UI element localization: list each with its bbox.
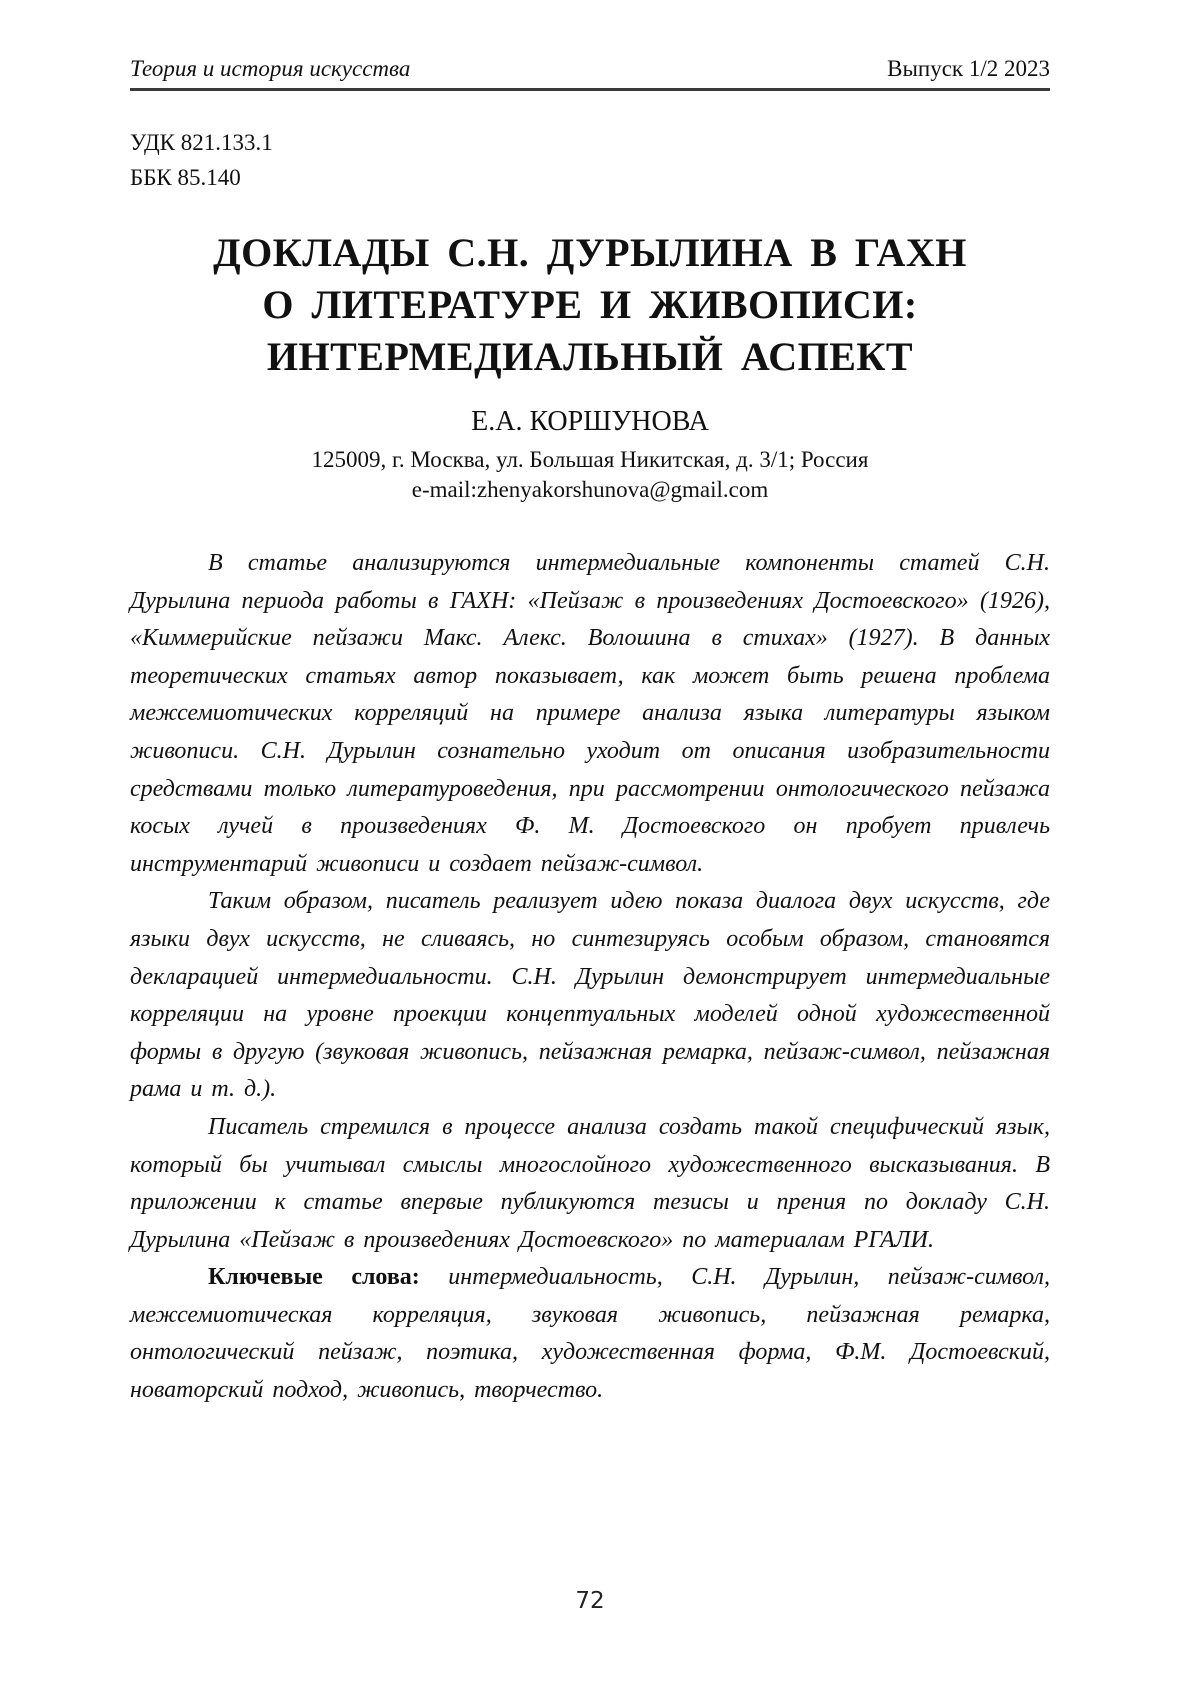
page-number: 72: [575, 1588, 605, 1614]
bbk-code: ББК 85.140: [130, 165, 241, 190]
abstract: [130, 545, 1050, 1410]
author-name: Е.А. КОРШУНОВА: [471, 406, 709, 437]
article-title: ДОКЛАДЫ С.Н. ДУРЫЛИНА В ГАХН О ЛИТЕРАТУРЕ И ЖИВОПИСИ: ИНТЕРМЕДИАЛЬНЫЙ АСПЕКТ: [213, 230, 967, 379]
running-header-issue: Выпуск 1/2 2023: [887, 56, 1050, 81]
abstract-paragraph-2: Таким образом, писатель реализует идею показа диалога двух искусств, где языки двух искусств, не сливаясь, но синтезируясь особым образом, становятся декларацией интермедиальности. С.Н. Дурылин демонстрирует интермедиальные корреляции на уровне проекции концептуальных моделей одной художественной формы в другую (звуковая живопись, пейзажная ремарка, пейзаж-символ, пейзажная рама и т. д.).: [130, 888, 1050, 1103]
running-header-section-title: Теория и история искусства: [130, 56, 411, 81]
author-email: e-mail:zhenyakorshunova@gmail.com: [411, 477, 769, 502]
udc-code: УДК 821.133.1: [130, 130, 273, 155]
abstract-paragraph-1: В статье анализируются интермедиальные компоненты статей С.Н. Дурылина периода работы в ГАХН: «Пейзаж в произведениях Достоевского» (1926), «Киммерийские пейзажи Макс. Алекс. Волошина в стихах» (1927). В данных теоретических статьях автор показывает, как может быть решена проблема межсемиотических корреляций на примере анализа языка литературы языком живописи. С.Н. Дурылин сознательно уходит от описания изобразительности средствами только литературоведения, при рассмотрении онтологического пейзажа косых лучей в произведениях Ф. М. Достоевского он пробует привлечь инструментарий живописи и создает пейзаж-символ.: [130, 550, 1050, 877]
running-header: [130, 56, 1050, 82]
keywords-text: интермедиальность, С.Н. Дурылин, пейзаж-символ, межсемиотическая корреляция, звуковая живопись, пейзажная ремарка, онтологический пейзаж, поэтика, художественная форма, Ф.М. Достоевский, новаторский подход, живопись, творчество.: [130, 1264, 1051, 1404]
author-address: 125009, г. Москва, ул. Большая Никитская, д. 3/1; Россия: [311, 447, 869, 472]
keywords-paragraph: [130, 1259, 1050, 1409]
classification-codes: [130, 125, 1050, 195]
header-rule: [130, 88, 1050, 91]
keywords-label: Ключевые слова:: [208, 1264, 420, 1291]
abstract-paragraph-3: Писатель стремился в процессе анализа создать такой специфический язык, который бы учитывал смыслы многослойного художественного высказывания. В приложении к статье впервые публикуются тезисы и прения по докладу С.Н. Дурылина «Пейзаж в произведениях Достоевского» по материалам РГАЛИ.: [130, 1113, 1050, 1253]
